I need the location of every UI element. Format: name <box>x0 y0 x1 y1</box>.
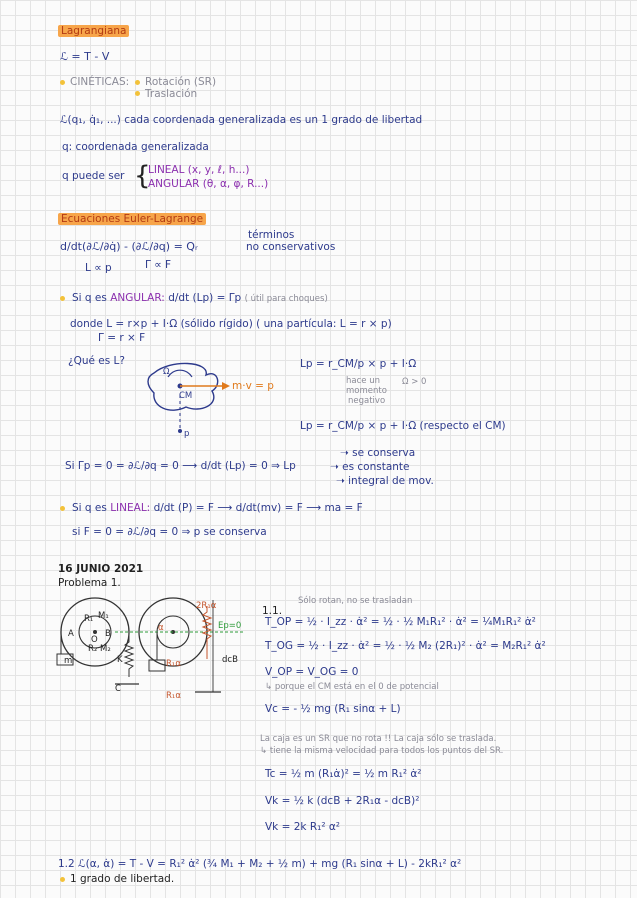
q-angular: ANGULAR (θ, α, φ, R...) <box>148 178 269 190</box>
subproblem-1-1: 1.1. <box>262 605 283 617</box>
kinetic-energy-box: Tc = ½ m (R₁α̇)² = ½ m R₁² α̇² <box>265 768 422 780</box>
degrees-of-freedom: 1 grado de libertad. <box>70 873 175 885</box>
cinetica-rotacion: Rotación (SR) <box>145 76 217 88</box>
torque-definition: Γ = r × F <box>98 332 146 344</box>
omega-positive-note: Ω > 0 <box>402 377 427 387</box>
donde-angular-momentum: donde L = r×p + I·Ω (sólido rígido) ( una partícula: L = r × p) <box>70 318 392 330</box>
p-label: p <box>184 429 190 439</box>
bullet-icon <box>135 91 140 96</box>
two-r1-alpha-label: 2R₁α <box>196 601 217 611</box>
bullet-icon <box>60 80 65 85</box>
terminos-label: términos <box>248 229 295 241</box>
dcb-label: dcB <box>222 655 238 665</box>
q-lineal: LINEAL (x, y, ℓ, h...) <box>148 164 250 176</box>
l-prop-p: L ∝ p <box>85 262 112 274</box>
spring-potential-2: Vk = 2k R₁² α² <box>265 821 341 833</box>
m1-label: M₁ <box>98 611 109 621</box>
mechanism-diagram <box>55 592 255 707</box>
rotation-note: Sólo rotan, no se trasladan <box>298 596 413 606</box>
se-conserva: ➝ se conserva <box>340 447 416 459</box>
q-definition: q: coordenada generalizada <box>62 141 209 153</box>
point-o-label: O <box>91 635 98 645</box>
momentum-arrowhead <box>222 382 230 390</box>
que-es-l: ¿Qué es L? <box>68 355 125 367</box>
kinetic-energy-op: T_OP = ½ · I_zz · α̇² = ½ · ½ M₁R₁² · α̇² = ¼M₁R₁² α̇² <box>265 616 536 628</box>
potential-zero: V_OP = V_OG = 0 <box>265 666 359 678</box>
problem-date: 16 JUNIO 2021 <box>58 563 144 575</box>
point-a-label: A <box>68 629 74 639</box>
hace-un-note: hace un <box>346 376 380 386</box>
rigid-body-diagram <box>140 355 280 445</box>
left-brace-icon: { <box>134 161 151 191</box>
bullet-icon <box>135 80 140 85</box>
generalized-coordinates-note: ℒ(q₁, q̇₁, ...) cada coordenada generalizada es un 1 grado de libertad <box>60 114 423 126</box>
box-note-2: ↳ tiene la misma velocidad para todos los puntos del SR. <box>260 746 504 756</box>
momentum-conservation: si F = 0 = ∂ℒ/∂q = 0 ⇒ p se conserva <box>72 526 267 538</box>
r1-alpha-label-2: R₁α <box>166 691 181 701</box>
no-conservativos-label: no conservativos <box>246 241 336 253</box>
box-note-1: La caja es un SR que no rota !! La caja sólo se traslada. <box>260 734 497 744</box>
final-lagrangian: 1.2 ℒ(α, α̇) = T - V = R₁² α̇² (¾ M₁ + M₂ + ½ m) + mg (R₁ sinα + L) - 2kR₁² α² <box>58 858 462 870</box>
spring-k-label: K <box>117 655 123 665</box>
bullet-icon <box>60 296 65 301</box>
ep-zero-label: Ep=0 <box>218 621 242 631</box>
point-b-label: B <box>105 629 111 639</box>
momento-note: momento <box>346 386 387 396</box>
bullet-icon <box>60 506 65 511</box>
lineal-case: Si q es LINEAL: d/dt (P) = F ⟶ d/dt(mv) = F ⟶ ma = F <box>72 502 363 514</box>
cineticas-label: CINÉTICAS: <box>70 76 130 88</box>
angular-case: Si q es ANGULAR: d/dt (Lp) = Γp ( útil para choques) <box>72 292 328 304</box>
potential-note: ↳ porque el CM está en el 0 de potencial <box>265 682 439 692</box>
m2-label: M₂ <box>100 644 111 654</box>
omega-arc <box>168 370 192 377</box>
es-constante: ➝ es constante <box>330 461 410 473</box>
cm-label: CM <box>179 391 193 401</box>
q-puede-ser: q puede ser <box>62 170 125 182</box>
gamma-prop-f: Γ ∝ F <box>145 259 172 271</box>
r1-alpha-label-1: R₁α <box>166 659 181 669</box>
point-c-label: C <box>115 684 121 694</box>
mv-label: m·v = p <box>232 380 274 392</box>
r1-label: R₁ <box>84 614 94 624</box>
bullet-icon <box>60 877 65 882</box>
kinetic-energy-og: T_OG = ½ · I_zz · α̇² = ½ · ½ M₂ (2R₁)² · α̇² = M₂R₁² α̇² <box>265 640 546 652</box>
potential-box: Vc = - ½ mg (R₁ sinα + L) <box>265 703 401 715</box>
omega-symbol: Ω <box>163 367 170 377</box>
cinetica-traslacion: Traslación <box>145 88 198 100</box>
mass-label: m <box>64 656 73 666</box>
point-p <box>178 429 182 433</box>
spring-potential-1: Vk = ½ k (dcB + 2R₁α - dcB)² <box>265 795 420 807</box>
section-title-euler-lagrange: Ecuaciones Euler-Lagrange <box>58 213 206 226</box>
negativo-note: negativo <box>348 396 386 406</box>
section-title-lagrangiana: Lagrangiana <box>58 25 129 38</box>
euler-lagrange-equation: d/dt(∂ℒ/∂q̇) - (∂ℒ/∂q) = Qᵣ <box>60 240 198 253</box>
r2-label: R₂ <box>88 644 98 654</box>
integral-movimiento: ➝ integral de mov. <box>336 475 434 487</box>
lagrangian-definition: ℒ = T - V <box>60 50 110 63</box>
lp-respect-cm: Lp = r_CM/p × p + I·Ω (respecto el CM) <box>300 420 506 432</box>
alpha-label: α <box>158 623 164 633</box>
lp-equation: Lp = r_CM/p × p + I·Ω <box>300 358 417 370</box>
conservation-condition: Si Γp = 0 = ∂ℒ/∂q = 0 ⟶ d/dt (Lp) = 0 ⇒ Lp <box>65 460 296 472</box>
problem-title: Problema 1. <box>58 577 121 589</box>
